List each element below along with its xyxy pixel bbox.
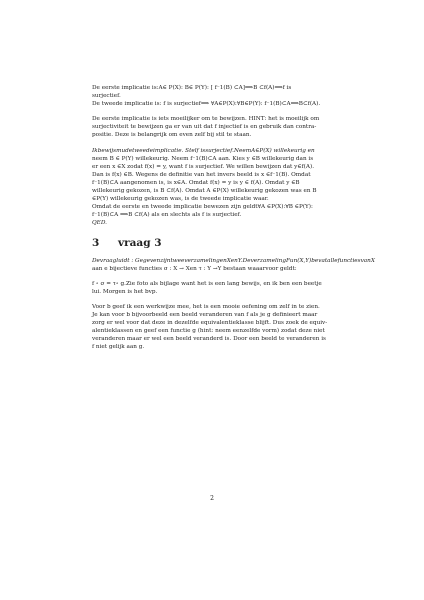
text-line: ∈P(Y) willekeurig gekozen was, is de tweede implicatie waar. (92, 196, 269, 203)
text-line: er een x ∈X zodat f(x) = y, want f is surjectief. We willen bewijzen dat y∈f(A). (92, 163, 315, 170)
text-line: surjectiviteit te bewijzen ga er van uit dat f injectief is en gebruik dan contra- (92, 124, 317, 131)
text-column (92, 84, 375, 351)
text-line: Voor b geef ik een werkwijze mee, het is een mooie oefening om zelf in te zien. (92, 303, 320, 310)
text-line: f niet gelijk aan g. (92, 344, 145, 351)
text-line: f ∘ σ = τ∘ g.Zie foto als bijlage want het is een lang bewijs, en ik ben een beetje (92, 280, 322, 287)
text-line: alentieklassen en geef een functie g (hint: neem eenzelfde vorm) zodat deze niet (92, 328, 325, 335)
text-line: f⁻1(B)⊂A aangenomen is, is x∈A. Omdat f(x) = y is y ∈ f(A). Omdat y ∈B (92, 179, 300, 186)
qed-mark: QED. (92, 220, 107, 227)
composition-paragraph (92, 280, 338, 296)
page-number: 2 (210, 495, 214, 502)
text-line: Omdat de eerste en tweede implicatie bewezen zijn geldt∀A ∈P(X):∀B ∈P(Y): (92, 204, 313, 211)
text-line: positie. Deze is belangrijk om even zelf bij stil te staan. (92, 132, 252, 139)
text-line: zorg er wel voor dat deze in dezelfde equivalentieklasse blijft. Dus zoek de equiv- (92, 320, 328, 327)
text-line: Dan is f(x) ∈B. Wegens de definitie van het invers beeld is x ∈f⁻1(B). Omdat (92, 171, 311, 178)
section-heading (92, 237, 338, 249)
closing-paragraph (92, 303, 338, 352)
text-line: willekeurig gekozen, is B ⊂f(A). Omdat A ∈P(X) willekeurig gekozen was en B (92, 188, 317, 195)
text-line: De tweede implicatie is: f is surjectief⟹ ∀A∈P(X):∀B∈P(Y): f⁻1(B)⊂A⟹B⊂f(A). (92, 101, 321, 108)
text-line: f⁻1(B)⊂A ⟹B ⊂f(A) als en slechts als f is surjectief. (92, 212, 242, 219)
text-line: Ikbewijsmudetweedeimplicatie. Stelf issurjectief.NeemA∈P(X) willekeurig en (92, 147, 315, 154)
text-line: neem B ∈ P(Y) willekeurig. Neem f⁻1(B)⊂A aan. Kies y ∈B willekeurig dan is (92, 155, 314, 162)
section-title: vraag 3 (118, 236, 162, 249)
text-line: De eerste implicatie is iets moeilijker om te bewijzen. HINT: het is moeilijk om (92, 116, 320, 123)
implications-paragraph (92, 84, 338, 108)
text-line: aan e bijectieve functies σ : X → Xen τ : Y →Y bestaan waaarvoor geldt: (92, 265, 297, 272)
text-line: lui. Morgen is het bvp. (92, 288, 158, 295)
text-line: surjectief. (92, 93, 121, 100)
hint-paragraph (92, 115, 338, 139)
text-line: De eerste implicatie is:A∈ P(X): B∈ P(Y): [ f⁻1(B) ⊂A]⟹B ⊂f(A)⟹f is (92, 85, 292, 91)
proof-paragraph (92, 147, 338, 228)
question-paragraph (92, 257, 375, 273)
text-line: Devraagluidt : GegevenzijntweeverzamelingenXenY.DeverzamelingFun(X,Y)bevatallefunctiesvanX (92, 257, 375, 264)
section-number: 3 (92, 236, 100, 249)
text-line: veranderen maar er wel een beeld veranderd is. Door een beeld te veranderen is (92, 336, 326, 343)
text-line: Je kan voor b bijvoorbeeld een beeld veranderen van f als je g definieert maar (92, 311, 318, 318)
